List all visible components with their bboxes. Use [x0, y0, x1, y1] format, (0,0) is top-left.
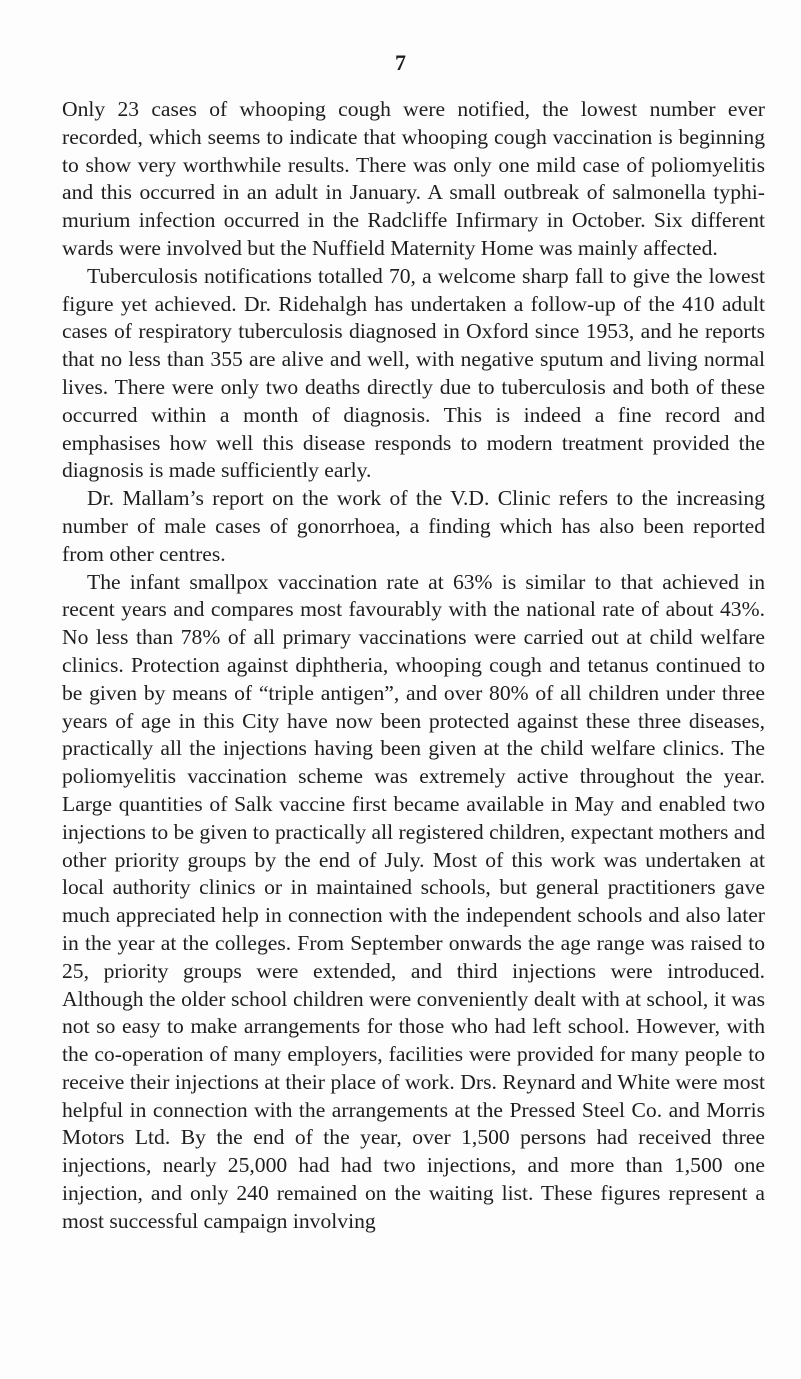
paragraph-vd-clinic: Dr. Mallam’s report on the work of the V.D. Clinic refers to the increasing number of male cases of gonorrhoea, a finding which has also been reported from other centres. [62, 486, 765, 566]
body-text [62, 96, 765, 1236]
page-number: 7 [395, 50, 406, 75]
paragraph-vaccination: The infant smallpox vaccination rate at 63% is similar to that achieved in recent years and compares most favourably with the national rate of about 43%. No less than 78% of all primary vaccinations were carried out at child welfare clinics. Protection against diphtheria, whooping cough and tetanus continued to be given by means of “triple antigen”, and over 80% of all children under three years of age in this City have now been protected against these three diseases, practically all the injections having been given at the child welfare clinics. The poliomyelitis vaccination scheme was extremely active throughout the year. Large quantities of Salk vaccine first became available in May and enabled two injections to be given to practically all registered children, expectant mothers and other priority groups by the end of July. Most of this work was undertaken at local authority clinics or in maintained schools, but general practitioners gave much appreciated help in connection with the independent schools and also later in the year at the colleges. From September onwards the age range was raised to 25, priority groups were extended, and third injections were introduced. Although the older school children were conveniently dealt with at school, it was not so easy to make arrangements for those who had left school. However, with the co-operation of many employers, facilities were provided for many people to receive their injections at their place of work. Drs. Reynard and White were most helpful in connection with the arrangements at the Pressed Steel Co. and Morris Motors Ltd. By the end of the year, over 1,500 persons had received three injections, nearly 25,000 had had two injections, and more than 1,500 one injection, and only 240 remained on the waiting list. These figures represent a most successful campaign involving [62, 569, 765, 1233]
paragraph-tuberculosis: Tuberculosis notifications totalled 70, a welcome sharp fall to give the lowest figure yet achieved. Dr. Ridehalgh has undertaken a follow-up of the 410 adult cases of respiratory tuberculosis diagnosed in Oxford since 1953, and he reports that no less than 355 are alive and well, with negative sputum and living normal lives. There were only two deaths directly due to tuberculosis and both of these occurred within a month of diagnosis. This is indeed a fine record and emphasises how well this disease responds to modern treatment provided the diagnosis is made sufficiently early. [62, 263, 765, 483]
paragraph-whooping-cough: Only 23 cases of whooping cough were notified, the lowest number ever recorded, which seems to indicate that whooping cough vaccination is beginning to show very worthwhile results. There was only one mild case of poliomyelitis and this occurred in an adult in January. A small outbreak of salmonella typhi-murium infection occurred in the Radcliffe Infirmary in October. Six different wards were involved but the Nuffield Maternity Home was mainly affected. [62, 97, 765, 260]
